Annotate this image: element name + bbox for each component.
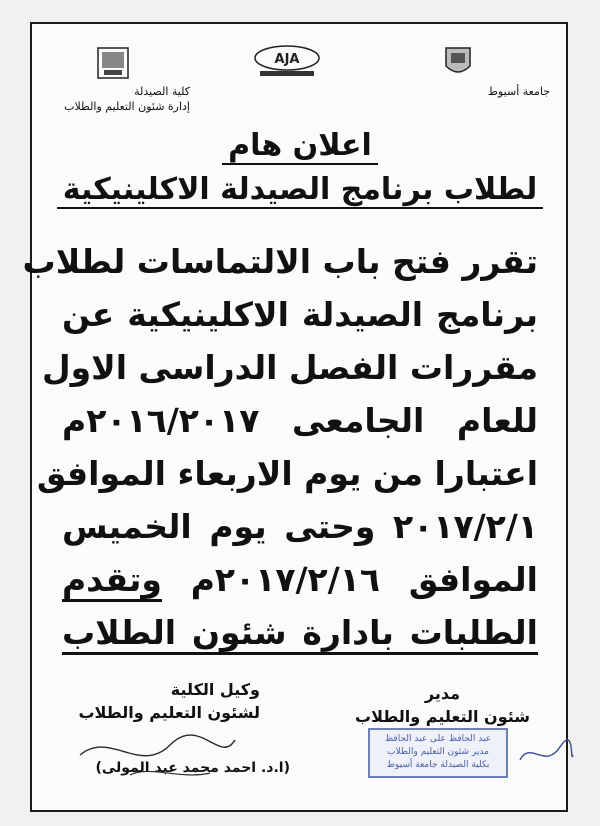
body-line-7-part1: الموافق ٢٠١٧/٢/١٦م — [190, 560, 538, 599]
aja-logo-text: AJA — [274, 52, 300, 67]
body-line-2: برنامج الصيدلة الاكلينيكية عن — [62, 295, 538, 334]
body-line-5: اعتبارا من يوم الاربعاء الموافق — [36, 454, 538, 493]
official-stamp — [368, 728, 508, 778]
faculty-name: كلية الصيدلة — [134, 85, 190, 98]
vice-dean-signature — [70, 725, 240, 785]
body-line-7-underlined: وتقدم — [62, 560, 162, 602]
body-line-6: ٢٠١٧/٢/١ وحتى يوم الخميس — [62, 507, 538, 546]
body-line-8 — [62, 611, 538, 655]
stamp-line-1: عبد الحافظ على عبد الحافظ — [384, 734, 492, 744]
announcement-title-text: اعلان هام — [222, 128, 378, 165]
department-name: إدارة شئون التعليم والطلاب — [64, 100, 190, 113]
announcement-title — [0, 128, 600, 163]
university-crest-icon — [442, 44, 474, 80]
vice-dean-title: وكيل الكلية — [170, 680, 260, 699]
stamp-line-3: بكلية الصيدلة جامعة أسيوط — [386, 760, 490, 770]
aja-logo-icon — [252, 44, 322, 78]
director-signature — [515, 735, 575, 775]
faculty-logo-icon — [96, 46, 130, 80]
body-line-3: مقررات الفصل الدراسى الاول — [41, 348, 538, 387]
vice-dean-department: لشئون التعليم والطلاب — [78, 703, 260, 722]
director-title: مدير — [424, 684, 460, 703]
body-line-1: تقرر فتح باب الالتماسات لطلاب — [22, 242, 538, 281]
announcement-subtitle-text: لطلاب برنامج الصيدلة الاكلينيكية — [57, 172, 543, 209]
body-line-7 — [62, 558, 538, 602]
vice-dean-name: (ا.د. احمد محمد عبد المولى) — [95, 760, 290, 776]
university-name: جامعة أسيوط — [487, 85, 550, 98]
body-line-4: للعام الجامعى ٢٠١٦/٢٠١٧م — [62, 401, 538, 440]
director-department: شئون التعليم والطلاب — [354, 707, 530, 726]
stamp-line-2: مدير شئون التعليم والطلاب — [387, 747, 489, 757]
announcement-subtitle — [0, 172, 600, 207]
body-line-8-text: الطلبات بادارة شئون الطلاب — [62, 613, 538, 655]
